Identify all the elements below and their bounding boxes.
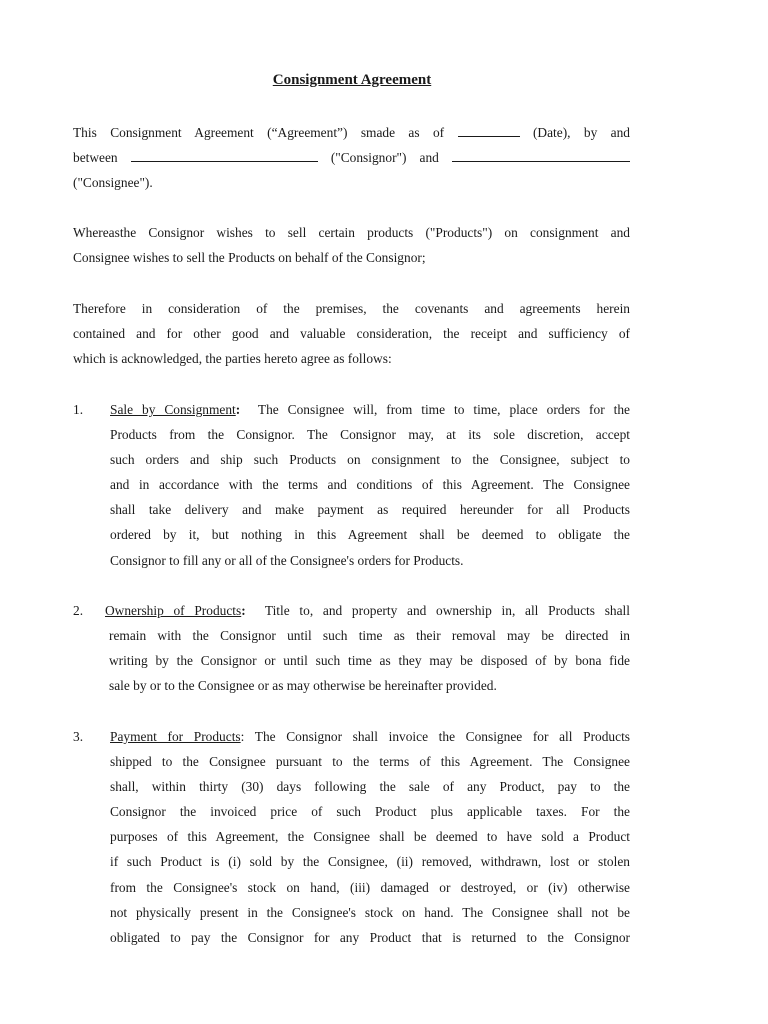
therefore-paragraph	[73, 296, 630, 371]
section-3	[110, 724, 630, 950]
therefore-line-3: which is acknowledged, the parties hereto agree as follows:	[73, 351, 392, 367]
section-3-line-1	[110, 724, 630, 749]
section-3-number: 3.	[73, 729, 84, 744]
intro-text-1a: This Consignment Agreement (“Agreement”) smade as of	[73, 125, 445, 140]
section-3-first-text: The Consignor shall invoice the Consignee for all Products	[254, 729, 631, 744]
section-1-colon: :	[235, 402, 241, 417]
intro-text-1b: (Date), by and	[532, 125, 631, 140]
intro-paragraph	[73, 120, 630, 195]
section-3-line-7: from the Consignee's stock on hand, (iii) damaged or destroyed, or (iv) otherwise	[110, 879, 630, 895]
date-blank[interactable]	[458, 122, 520, 137]
section-3-line-4: Consignor the invoiced price of such Product plus applicable taxes. For the	[110, 804, 630, 820]
section-2-line-3: writing by the Consignor or until such time as they may be disposed of by bona fide	[109, 653, 630, 669]
section-1-line-5: shall take delivery and make payment as required hereunder for all Products	[110, 502, 630, 518]
consignor-blank[interactable]	[131, 147, 318, 162]
whereas-line-2: Consignee wishes to sell the Products on behalf of the Consignor;	[73, 250, 426, 266]
intro-line-2	[73, 145, 630, 170]
section-3-line-5: purposes of this Agreement, the Consignee shall be deemed to have sold a Product	[110, 829, 630, 845]
section-1-heading: Sale by Consignment	[110, 402, 236, 417]
section-2-heading: Ownership of Products	[105, 603, 242, 618]
section-1-line-1	[110, 397, 630, 422]
whereas-line-1: Whereasthe Consignor wishes to sell certain products ("Products") on consignment and	[73, 225, 630, 240]
section-2-line-1	[105, 598, 630, 623]
section-1-line-3: such orders and ship such Products on consignment to the Consignee, subject to	[110, 452, 630, 468]
section-2-first-text: Title to, and property and ownership in, all Products shall	[264, 603, 630, 618]
section-1-line-6: ordered by it, but nothing in this Agreement shall be deemed to obligate the	[110, 527, 630, 543]
section-3-colon: :	[240, 729, 245, 744]
section-1-first-text: The Consignee will, from time to time, place orders for the	[257, 402, 630, 417]
section-2-line-4: sale by or to the Consignee or as may otherwise be hereinafter provided.	[109, 678, 497, 694]
section-2-body	[105, 623, 630, 698]
section-3-line-9: obligated to pay the Consignor for any Product that is returned to the Consignor	[110, 929, 630, 945]
section-2-colon: :	[241, 603, 246, 618]
section-1	[110, 397, 630, 573]
intro-text-2b: ("Consignor") and	[330, 150, 439, 166]
document-title: Consignment Agreement	[272, 72, 432, 88]
intro-line-3: ("Consignee").	[73, 175, 153, 191]
therefore-line-2: contained and for other good and valuable consideration, the receipt and sufficiency of	[73, 326, 630, 342]
whereas-paragraph	[73, 220, 630, 270]
consignee-blank[interactable]	[452, 147, 630, 162]
section-3-line-6: if such Product is (i) sold by the Consignee, (ii) removed, withdrawn, lost or stolen	[110, 854, 630, 870]
section-1-line-2: Products from the Consignor. The Consignor may, at its sole discretion, accept	[110, 427, 630, 443]
section-3-line-3: shall, within thirty (30) days following the sale of any Product, pay to the	[110, 779, 630, 795]
intro-line-1	[73, 120, 630, 145]
intro-text-2a: between	[73, 150, 118, 166]
section-1-line-7: Consignor to fill any or all of the Consignee's orders for Products.	[110, 552, 464, 568]
section-2-number: 2.	[73, 603, 84, 618]
section-1-number: 1.	[73, 402, 84, 417]
section-2-line-2: remain with the Consignor until such time as their removal may be directed in	[109, 628, 630, 644]
section-3-line-8: not physically present in the Consignee's stock on hand. The Consignee shall not be	[110, 904, 630, 920]
therefore-line-1: Therefore in consideration of the premises, the covenants and agreements herein	[73, 301, 630, 316]
section-2	[105, 598, 630, 698]
section-1-line-4: and in accordance with the terms and conditions of this Agreement. The Consignee	[110, 477, 630, 493]
section-3-heading: Payment for Products	[110, 729, 241, 744]
section-3-line-2: shipped to the Consignee pursuant to the terms of this Agreement. The Consignee	[110, 754, 630, 770]
